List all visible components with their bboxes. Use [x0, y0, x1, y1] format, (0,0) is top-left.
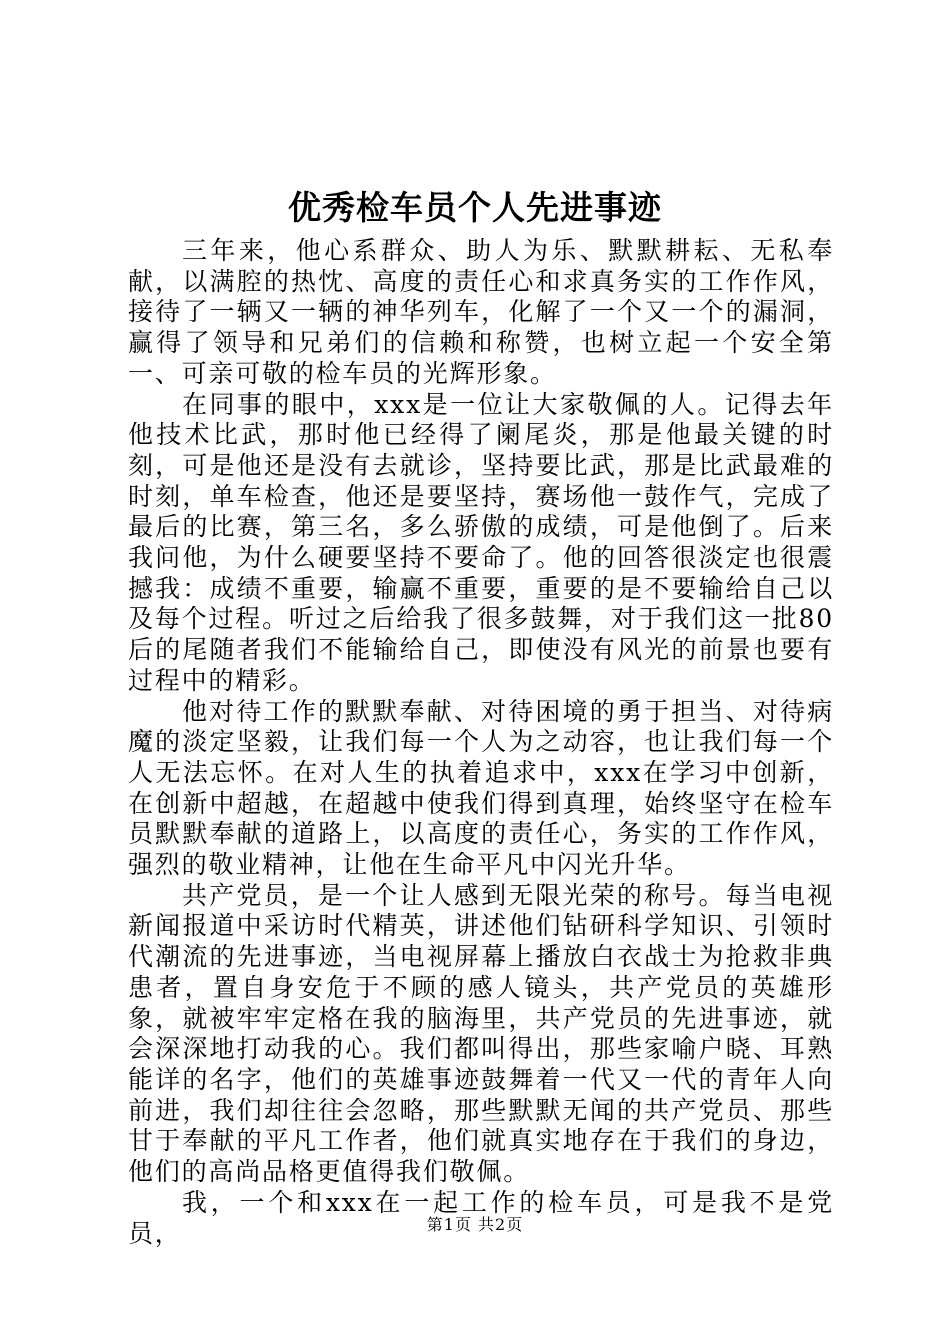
document-body	[128, 236, 834, 1249]
paragraph-5: 我，一个和xxx在一起工作的检车员，可是我不是党员，	[128, 1187, 834, 1248]
document-title: 优秀检车员个人先进事迹	[288, 188, 662, 227]
page-number-footer: 第1页 共2页	[426, 1215, 524, 1234]
paragraph-4: 共产党员，是一个让人感到无限光荣的称号。每当电视新闻报道中采访时代精英，讲述他们钻研科学知识、引领时代潮流的先进事迹，当电视屏幕上播放白衣战士为抢救非典患者，置自身安危于不顾的感人镜头，共产党员的英雄形象，就被牢牢定格在我的脑海里，共产党员的先进事迹，就会深深地打动我的心。我们都叫得出，那些家喻户晓、耳熟能详的名字，他们的英雄事迹鼓舞着一代又一代的青年人向前进，我们却往往会忽略，那些默默无闻的共产党员、那些甘于奉献的平凡工作者，他们就真实地存在于我们的身边，他们的高尚品格更值得我们敬佩。	[128, 880, 834, 1187]
paragraph-3: 他对待工作的默默奉献、对待困境的勇于担当、对待病魔的淡定坚毅，让我们每一个人为之动容，也让我们每一个人无法忘怀。在对人生的执着追求中，xxx在学习中创新，在创新中超越，在超越中使我们得到真理，始终坚守在检车员默默奉献的道路上，以高度的责任心，务实的工作作风，强烈的敬业精神，让他在生命平凡中闪光升华。	[128, 696, 834, 880]
paragraph-2: 在同事的眼中，xxx是一位让大家敬佩的人。记得去年他技术比武，那时他已经得了阑尾炎，那是他最关键的时刻，可是他还是没有去就诊，坚持要比武，那是比武最难的时刻，单车检查，他还是要坚持，赛场他一鼓作气，完成了最后的比赛，第三名，多么骄傲的成绩，可是他倒了。后来我问他，为什么硬要坚持不要命了。他的回答很淡定也很震撼我：成绩不重要，输赢不重要，重要的是不要输给自己以及每个过程。听过之后给我了很多鼓舞，对于我们这一批80后的尾随者我们不能输给自己，即使没有风光的前景也要有过程中的精彩。	[128, 389, 834, 695]
paragraph-1: 三年来，他心系群众、助人为乐、默默耕耘、无私奉献，以满腔的热忱、高度的责任心和求真务实的工作作风，接待了一辆又一辆的神华列车，化解了一个又一个的漏洞，赢得了领导和兄弟们的信赖和称赞，也树立起一个安全第一、可亲可敬的检车员的光辉形象。	[128, 236, 834, 388]
